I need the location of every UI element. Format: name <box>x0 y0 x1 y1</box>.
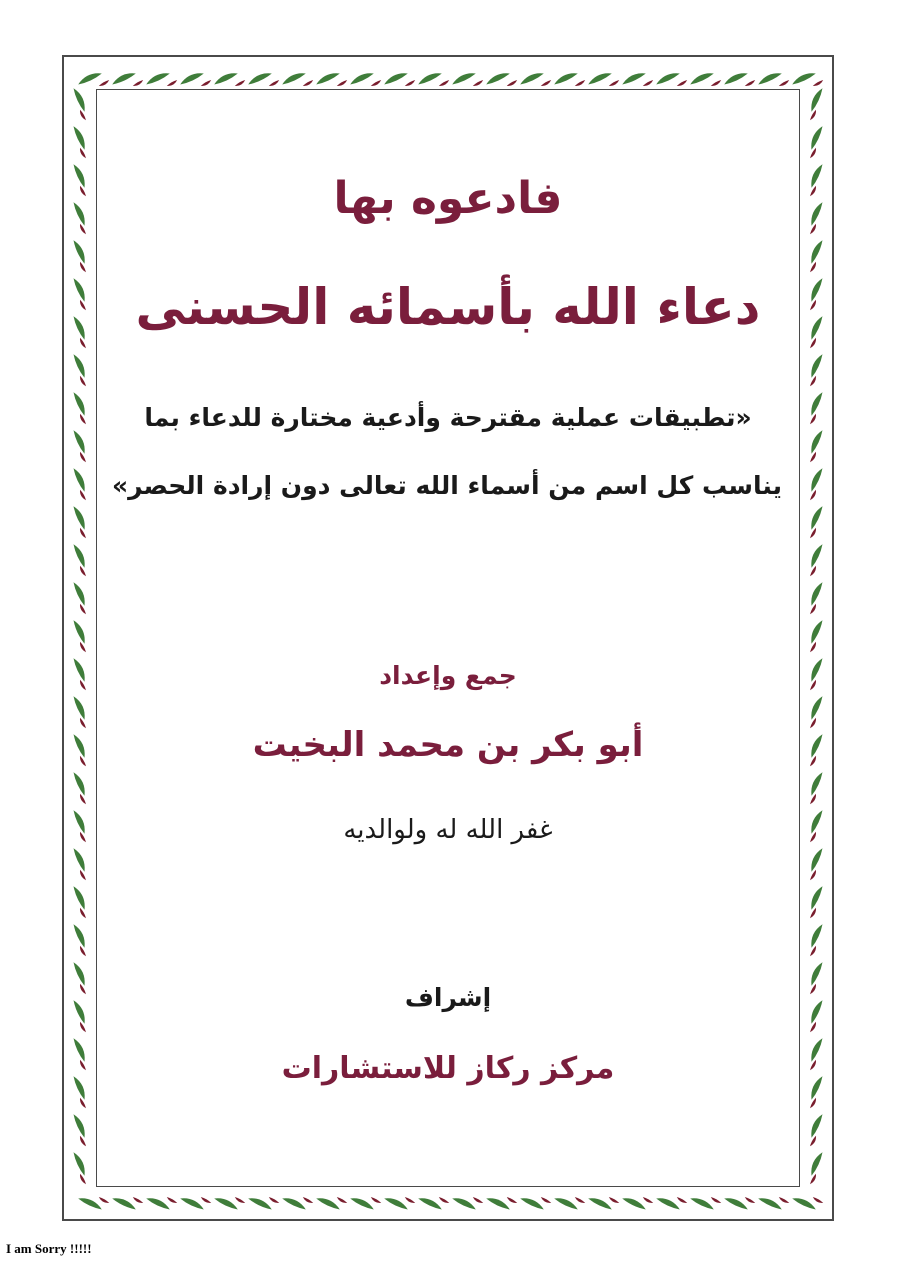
border-leaf <box>166 1196 178 1204</box>
border-leaf <box>72 581 88 607</box>
border-leaf <box>213 70 239 86</box>
cover-content <box>100 93 796 1183</box>
supervisor-name: مركز ركاز للاستشارات <box>281 1051 615 1086</box>
border-leaf <box>809 565 817 577</box>
border-leaf <box>809 1097 817 1109</box>
border-leaf <box>808 505 824 531</box>
border-leaf <box>809 223 817 235</box>
border-leaf <box>72 543 88 569</box>
border-leaf <box>166 79 178 87</box>
border-leaf <box>72 961 88 987</box>
border-leaf <box>72 315 88 341</box>
border-leaf <box>234 79 246 87</box>
border-leaf <box>78 299 86 311</box>
border-leaf <box>809 717 817 729</box>
border-leaf <box>808 239 824 265</box>
border-leaf <box>808 543 824 569</box>
border-leaf <box>132 79 144 87</box>
border-leaf <box>302 1196 314 1204</box>
border-leaf <box>349 70 375 86</box>
border-leaf <box>98 1196 110 1204</box>
border-leaf <box>808 809 824 835</box>
border-leaf <box>689 70 715 86</box>
border-leaf <box>808 923 824 949</box>
border-leaf <box>608 79 620 87</box>
border-leaf <box>438 79 450 87</box>
border-leaf <box>808 277 824 303</box>
border-leaf <box>809 299 817 311</box>
border-leaf <box>812 1196 824 1204</box>
border-leaf <box>808 467 824 493</box>
border-leaf <box>808 1151 824 1177</box>
border-leaf <box>540 79 552 87</box>
border-leaf <box>642 79 654 87</box>
border-leaf <box>268 1196 280 1204</box>
border-leaf <box>553 70 579 86</box>
border-leaf <box>336 1196 348 1204</box>
border-leaf <box>72 657 88 683</box>
border-leaf <box>778 1196 790 1204</box>
border-leaf <box>72 353 88 379</box>
border-leaf <box>78 793 86 805</box>
border-leaf <box>72 1151 88 1177</box>
border-leaf <box>808 201 824 227</box>
border-leaf <box>78 261 86 273</box>
border-leaf <box>757 70 783 86</box>
border-leaf <box>809 1059 817 1071</box>
border-leaf <box>574 79 586 87</box>
border-leaf <box>809 831 817 843</box>
border-leaf <box>72 1075 88 1101</box>
border-leaf <box>808 695 824 721</box>
border-leaf <box>809 1021 817 1033</box>
border-leaf <box>78 565 86 577</box>
border-leaf <box>506 79 518 87</box>
border-leaf <box>383 70 409 86</box>
supervision-label: إشراف <box>404 983 492 1012</box>
subtitle-line-1: «تطبيقات عملية مقترحة وأدعية مختارة للدعاء بما <box>144 403 752 432</box>
border-leaf <box>78 945 86 957</box>
border-leaf <box>621 70 647 86</box>
border-leaf <box>809 603 817 615</box>
border-leaf <box>78 109 86 121</box>
border-leaf <box>655 70 681 86</box>
border-leaf <box>247 70 273 86</box>
border-leaf <box>78 983 86 995</box>
border-leaf <box>78 1059 86 1071</box>
border-leaf <box>809 147 817 159</box>
border-leaf <box>808 315 824 341</box>
border-leaf <box>744 79 756 87</box>
border-leaf <box>78 603 86 615</box>
border-leaf <box>809 869 817 881</box>
border-leaf <box>72 391 88 417</box>
border-leaf <box>808 391 824 417</box>
border-leaf <box>72 733 88 759</box>
border-leaf <box>179 70 205 86</box>
border-leaf <box>808 353 824 379</box>
border-leaf <box>72 429 88 455</box>
border-leaf <box>78 1021 86 1033</box>
border-leaf <box>809 413 817 425</box>
border-leaf <box>78 489 86 501</box>
border-leaf <box>281 70 307 86</box>
border-leaf <box>200 79 212 87</box>
border-leaf <box>608 1196 620 1204</box>
border-leaf <box>812 79 824 87</box>
border-leaf <box>710 1196 722 1204</box>
border-leaf <box>506 1196 518 1204</box>
border-leaf <box>72 923 88 949</box>
border-leaf <box>111 70 137 86</box>
border-leaf <box>370 1196 382 1204</box>
border-leaf <box>791 70 817 86</box>
border-leaf <box>808 125 824 151</box>
border-leaf <box>268 79 280 87</box>
border-leaf <box>72 239 88 265</box>
border-leaf <box>808 961 824 987</box>
border-leaf <box>72 277 88 303</box>
border-leaf <box>809 907 817 919</box>
border-leaf <box>809 793 817 805</box>
border-leaf <box>809 983 817 995</box>
border-leaf <box>809 451 817 463</box>
border-leaf <box>808 885 824 911</box>
border-leaf <box>808 771 824 797</box>
border-leaf <box>78 337 86 349</box>
border-leaf <box>72 163 88 189</box>
border-leaf <box>404 79 416 87</box>
border-leaf <box>642 1196 654 1204</box>
border-leaf <box>72 809 88 835</box>
border-leaf <box>519 70 545 86</box>
border-leaf <box>72 87 88 113</box>
border-leaf <box>809 337 817 349</box>
border-leaf <box>78 717 86 729</box>
border-leaf <box>472 79 484 87</box>
border-leaf <box>78 1173 86 1185</box>
border-leaf <box>710 79 722 87</box>
border-leaf <box>808 163 824 189</box>
border-leaf <box>451 70 477 86</box>
border-leaf <box>808 619 824 645</box>
border-leaf <box>808 87 824 113</box>
border-leaf <box>78 1097 86 1109</box>
border-leaf <box>78 869 86 881</box>
border-leaf <box>540 1196 552 1204</box>
border-leaf <box>809 945 817 957</box>
border-leaf <box>302 79 314 87</box>
border-leaf <box>485 70 511 86</box>
border-leaf <box>808 1113 824 1139</box>
border-leaf <box>77 70 103 86</box>
subtitle-line-2: يناسب كل اسم من أسماء الله تعالى دون إرادة الحصر» <box>111 471 782 500</box>
border-leaf <box>809 1135 817 1147</box>
border-leaf <box>78 185 86 197</box>
border-leaf <box>72 999 88 1025</box>
border-leaf <box>809 375 817 387</box>
border-leaf <box>72 201 88 227</box>
border-leaf <box>808 657 824 683</box>
border-leaf <box>809 679 817 691</box>
border-leaf <box>132 1196 144 1204</box>
border-leaf <box>78 451 86 463</box>
border-leaf <box>723 70 749 86</box>
border-leaf <box>78 755 86 767</box>
border-leaf <box>72 847 88 873</box>
border-leaf <box>78 375 86 387</box>
border-leaf <box>809 527 817 539</box>
border-leaf <box>808 847 824 873</box>
book-title: فادعوه بها <box>333 173 563 224</box>
border-leaf <box>72 695 88 721</box>
border-leaf <box>370 79 382 87</box>
border-leaf <box>78 641 86 653</box>
border-leaf <box>472 1196 484 1204</box>
border-leaf <box>574 1196 586 1204</box>
border-leaf <box>72 505 88 531</box>
border-leaf <box>404 1196 416 1204</box>
border-leaf <box>78 831 86 843</box>
border-leaf <box>72 125 88 151</box>
border-leaf <box>98 79 110 87</box>
border-leaf <box>336 79 348 87</box>
border-leaf <box>72 771 88 797</box>
book-subtitle-main: دعاء الله بأسمائه الحسنى <box>135 278 761 336</box>
compiled-by-label: جمع وإعداد <box>379 661 517 690</box>
border-leaf <box>809 489 817 501</box>
border-leaf <box>72 467 88 493</box>
border-leaf <box>808 999 824 1025</box>
border-leaf <box>809 755 817 767</box>
border-leaf <box>315 70 341 86</box>
border-leaf <box>234 1196 246 1204</box>
border-leaf <box>809 1173 817 1185</box>
author-name: أبو بكر بن محمد البخيت <box>252 725 644 765</box>
border-leaf <box>78 907 86 919</box>
border-leaf <box>808 1075 824 1101</box>
border-leaf <box>778 79 790 87</box>
border-leaf <box>676 1196 688 1204</box>
border-leaf <box>438 1196 450 1204</box>
border-leaf <box>72 885 88 911</box>
border-leaf <box>809 641 817 653</box>
border-leaf <box>145 70 171 86</box>
border-leaf <box>809 109 817 121</box>
border-leaf <box>808 581 824 607</box>
border-leaf <box>78 527 86 539</box>
border-leaf <box>744 1196 756 1204</box>
border-leaf <box>78 223 86 235</box>
border-leaf <box>78 147 86 159</box>
border-leaf <box>809 185 817 197</box>
border-leaf <box>78 1135 86 1147</box>
author-prayer: غفر الله له ولوالديه <box>343 815 553 845</box>
border-leaf <box>808 1037 824 1063</box>
border-leaf <box>78 413 86 425</box>
border-leaf <box>417 70 443 86</box>
border-leaf <box>72 1037 88 1063</box>
border-leaf <box>72 1113 88 1139</box>
border-leaf <box>809 261 817 273</box>
border-leaf <box>808 429 824 455</box>
border-leaf <box>72 619 88 645</box>
footer-note: I am Sorry !!!!! <box>6 1241 92 1256</box>
border-leaf <box>676 79 688 87</box>
border-leaf <box>808 733 824 759</box>
border-leaf <box>200 1196 212 1204</box>
border-leaf <box>78 679 86 691</box>
border-leaf <box>587 70 613 86</box>
